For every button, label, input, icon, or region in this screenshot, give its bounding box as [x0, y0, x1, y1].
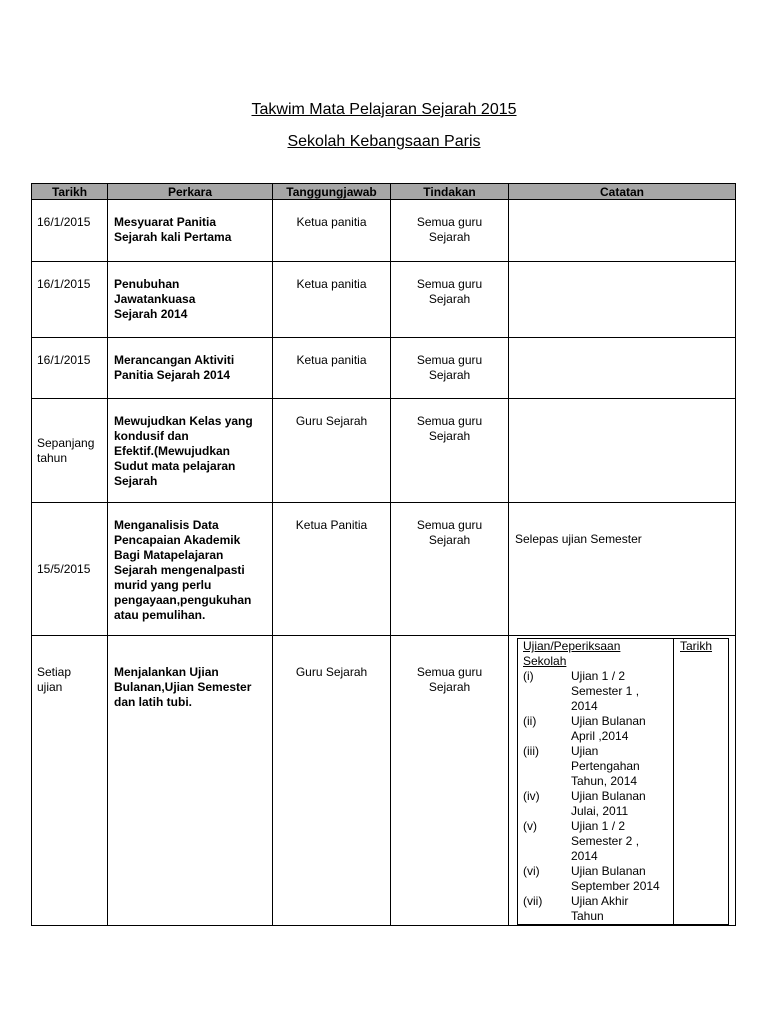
- cell-tindakan: Semua guru Sejarah: [391, 503, 509, 636]
- exam-heading: Ujian/Peperiksaan Sekolah: [523, 639, 621, 668]
- table-row: [32, 338, 736, 399]
- table-row: [32, 200, 736, 262]
- cell-tanggungjawab: Ketua panitia: [273, 200, 391, 262]
- document-title: Takwim Mata Pelajaran Sejarah 2015: [251, 101, 517, 118]
- cell-tindakan: Semua guru Sejarah: [391, 262, 509, 338]
- exam-name: Ujian 1 / 2 Semester 2 , 2014: [571, 819, 640, 863]
- cell-perkara: Menganalisis Data Pencapaian Akademik Bagi Matapelajaran Sejarah mengenalpasti murid yang perlu pengayaan,pengukuhan atau pemulihan.: [108, 503, 273, 636]
- exam-date-heading: Tarikh: [680, 639, 713, 653]
- exam-schedule-table: [517, 638, 729, 925]
- header-perkara: Perkara: [108, 184, 273, 200]
- cell-tarikh: 16/1/2015: [32, 338, 108, 399]
- cell-tanggungjawab: Guru Sejarah: [273, 636, 391, 926]
- cell-perkara: Menjalankan Ujian Bulanan,Ujian Semester dan latih tubi.: [108, 636, 273, 926]
- exam-name: Ujian Bulanan April ,2014: [571, 714, 646, 743]
- cell-tarikh: 16/1/2015: [32, 200, 108, 262]
- cell-catatan: [509, 200, 736, 262]
- exam-name: Ujian Pertengahan Tahun, 2014: [571, 744, 640, 788]
- exam-name: Ujian Bulanan September 2014: [571, 864, 660, 893]
- cell-tarikh: 16/1/2015: [32, 262, 108, 338]
- cell-catatan: Selepas ujian Semester: [509, 503, 736, 636]
- exam-list: [523, 669, 671, 924]
- cell-catatan: [509, 262, 736, 338]
- exam-number: (i): [523, 669, 534, 683]
- cell-tanggungjawab: Guru Sejarah: [273, 399, 391, 503]
- exam-number: (ii): [523, 714, 537, 728]
- list-item: [523, 789, 671, 819]
- exam-name: Ujian Bulanan Julai, 2011: [571, 789, 646, 818]
- list-item: [523, 669, 671, 714]
- list-item: [523, 714, 671, 744]
- table-row: [32, 399, 736, 503]
- table-row: [32, 503, 736, 636]
- cell-catatan: [509, 399, 736, 503]
- exam-name: Ujian Akhir Tahun: [571, 894, 629, 923]
- list-item: [523, 864, 671, 894]
- cell-catatan: [509, 338, 736, 399]
- list-item: [523, 744, 671, 789]
- exam-number: (iv): [523, 789, 540, 803]
- header-tarikh: Tarikh: [32, 184, 108, 200]
- exam-list-cell: [518, 639, 674, 925]
- exam-number: (vi): [523, 864, 540, 878]
- cell-tindakan: Semua guru Sejarah: [391, 200, 509, 262]
- table-header-row: [32, 184, 736, 200]
- cell-tanggungjawab: Ketua Panitia: [273, 503, 391, 636]
- cell-tindakan: Semua guru Sejarah: [391, 399, 509, 503]
- cell-perkara: Penubuhan Jawatankuasa Sejarah 2014: [108, 262, 273, 338]
- list-item: [523, 894, 671, 924]
- cell-tanggungjawab: Ketua panitia: [273, 338, 391, 399]
- cell-tanggungjawab: Ketua panitia: [273, 262, 391, 338]
- header-catatan: Catatan: [509, 184, 736, 200]
- cell-tarikh: 15/5/2015: [32, 503, 108, 636]
- exam-date-cell: [674, 639, 729, 925]
- table-row: [32, 262, 736, 338]
- cell-tarikh: Setiap ujian: [32, 636, 108, 926]
- exam-number: (iii): [523, 744, 539, 758]
- document-subtitle: Sekolah Kebangsaan Paris: [287, 133, 481, 150]
- cell-perkara: Merancangan Aktiviti Panitia Sejarah 2014: [108, 338, 273, 399]
- table-row: [32, 636, 736, 926]
- cell-catatan: [509, 636, 736, 926]
- cell-tarikh: Sepanjang tahun: [32, 399, 108, 503]
- exam-number: (v): [523, 819, 537, 833]
- calendar-table: [31, 183, 736, 926]
- exam-number: (vii): [523, 894, 543, 908]
- cell-tindakan: Semua guru Sejarah: [391, 636, 509, 926]
- header-tindakan: Tindakan: [391, 184, 509, 200]
- header-tanggungjawab: Tanggungjawab: [273, 184, 391, 200]
- cell-tindakan: Semua guru Sejarah: [391, 338, 509, 399]
- exam-name: Ujian 1 / 2 Semester 1 , 2014: [571, 669, 640, 713]
- cell-perkara: Mewujudkan Kelas yang kondusif dan Efektif.(Mewujudkan Sudut mata pelajaran Sejarah: [108, 399, 273, 503]
- list-item: [523, 819, 671, 864]
- cell-perkara: Mesyuarat Panitia Sejarah kali Pertama: [108, 200, 273, 262]
